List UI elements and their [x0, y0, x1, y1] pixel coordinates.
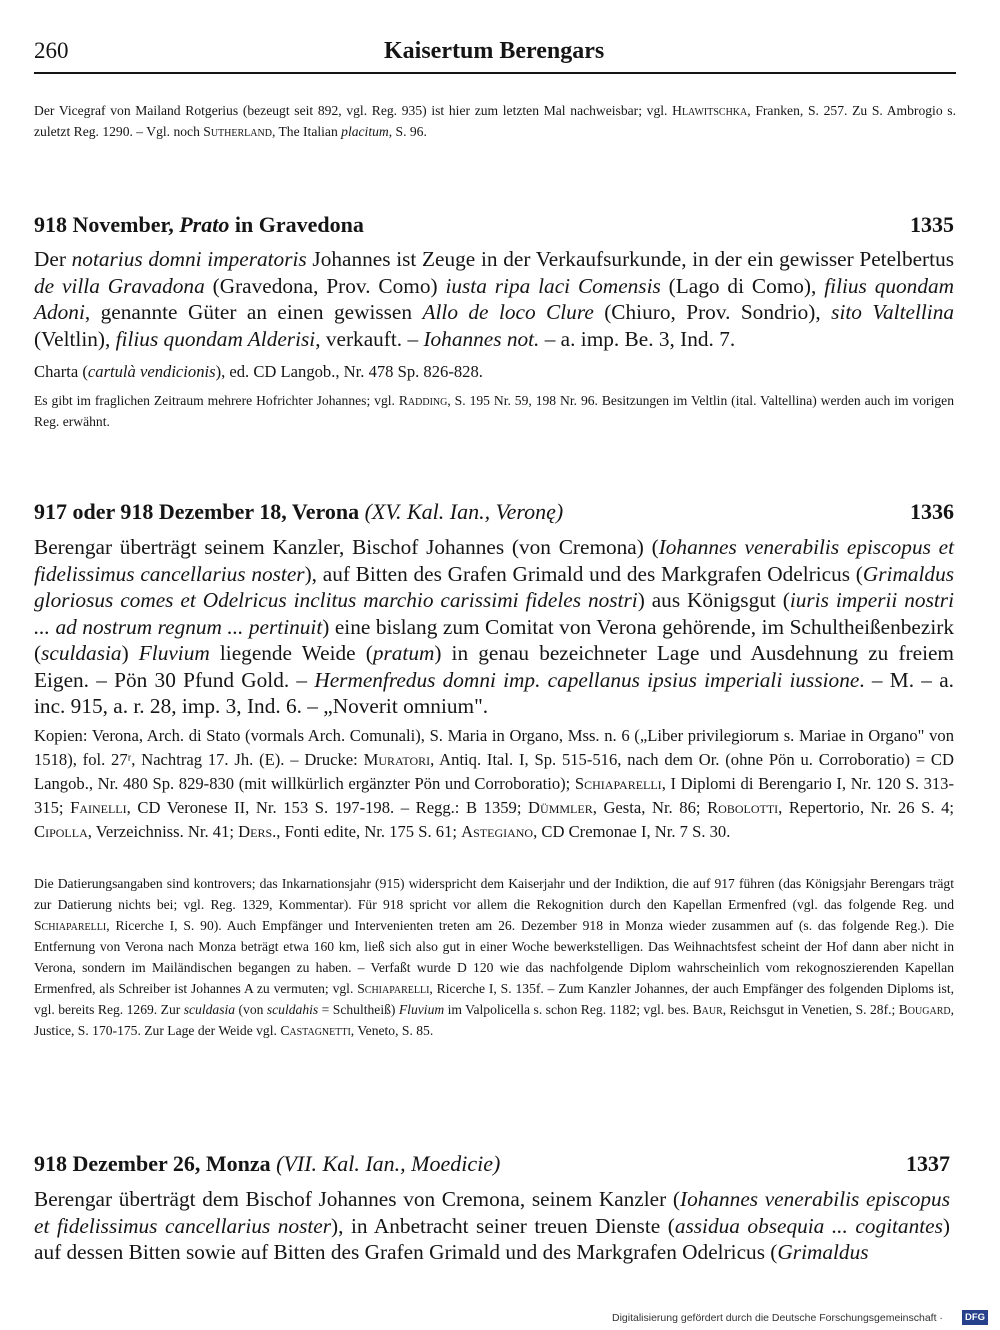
regest-1335-charta: Charta (cartulà vendicionis), ed. CD Langob., Nr. 478 Sp. 826-828.	[34, 362, 483, 381]
regest-number: 1335	[910, 212, 954, 237]
regest-1336-text: Berengar überträgt seinem Kanzler, Bischof Johannes (von Cremona) (Iohannes venerabilis episcopus et fidelissimus cancellarius noster), auf Bitten des Grafen Grimald und des Markgrafen Odelricus (Grimaldus gloriosus comes et Odelricus inclitus marchio carissimi fideles nostri) aus Königsgut (iuris imperii nostri ... ad nostrum regnum ... pertinuit) eine bislang zum Comitat von Verona gehörende, im Schultheißenbezirk (sculdasia) Fluvium liegende Weide (pratum) in genau bezeichneter Lage und Ausdehnung zu freiem Eigen. – Pön 30 Pfund Gold. – Hermenfredus domni imp. capellanus ipsius imperiali iussione. – M. – a. inc. 915, a. r. 28, imp. 3, Ind. 6. – „Noverit omnium".	[34, 535, 955, 718]
regest-1335-note: Es gibt im fraglichen Zeitraum mehrere Hofrichter Johannes; vgl. Radding, S. 195 Nr. 59, 198 Nr. 96. Besitzungen im Veltlin (ital. Valtellina) werden auch im vorigen Reg. erwähnt.	[34, 393, 954, 429]
regest-title: 918 November, Prato in Gravedona	[34, 212, 364, 237]
regest-1335-heading	[34, 212, 954, 242]
page-header	[34, 34, 956, 74]
regest-1337-text: Berengar überträgt dem Bischof Johannes von Cremona, seinem Kanzler (Iohannes venerabilis episcopus et fidelissimus cancellarius noster), in Anbetracht seiner treuen Dienste (assidua obsequia ... cogitantes) auf dessen Bitten sowie auf Bitten des Grafen Grimald und des Markgrafen Odelricus (Grimaldus	[34, 1187, 950, 1264]
regest-number: 1336	[910, 499, 954, 524]
regest-1336-heading	[34, 499, 954, 529]
regest-1336-copies: Kopien: Verona, Arch. di Stato (vormals Arch. Comunali), S. Maria in Organo, Mss. n. 6 („Liber privilegiorum s. Mariae in Organo" von 1518), fol. 27ʳ, Nachtrag 17. Jh. (E). – Drucke: Muratori, Antiq. Ital. I, Sp. 515-516, nach dem Or. (ohne Pön u. Corroboratio) = CD Langob., Nr. 480 Sp. 829-830 (mit willkürlich ergänzter Pön und Corroboratio); Schiaparelli, I Diplomi di Berengario I, Nr. 120 S. 313-315; Fainelli, CD Veronese II, Nr. 153 S. 197-198. – Regg.: B 1359; Dümmler, Gesta, Nr. 86; Robolotti, Repertorio, Nr. 26 S. 4; Cipolla, Verzeichniss. Nr. 41; Ders., Fonti edite, Nr. 175 S. 61; Astegiano, CD Cremonae I, Nr. 7 S. 30.	[34, 726, 954, 841]
previous-entry-note: Der Vicegraf von Mailand Rotgerius (bezeugt seit 892, vgl. Reg. 935) ist hier zum letzten Mal nachweisbar; vgl. Hlawitschka, Franken, S. 257. Zu S. Ambrogio s. zuletzt Reg. 1290. – Vgl. noch Sutherland, The Italian placitum, S. 96.	[34, 103, 956, 139]
regest-number: 1337	[906, 1151, 950, 1176]
running-title: Kaisertum Berengars	[384, 38, 605, 64]
funding-text: Digitalisierung gefördert durch die Deutsche Forschungsgemeinschaft ·	[612, 1312, 943, 1324]
regest-title: 917 oder 918 Dezember 18, Verona (XV. Kal. Ian., Veronę)	[34, 499, 564, 524]
regest-1337-heading	[34, 1151, 950, 1181]
dfg-logo: DFG	[962, 1310, 988, 1325]
page-number: 260	[34, 38, 69, 63]
header-rule	[34, 72, 956, 74]
regest-title: 918 Dezember 26, Monza (VII. Kal. Ian., Moedicie)	[34, 1151, 501, 1176]
funding-footer	[612, 1310, 988, 1326]
regest-1336-note: Die Datierungsangaben sind kontrovers; das Inkarnationsjahr (915) widerspricht dem Kaiserjahr und der Indiktion, die auf 917 führen (das Königsjahr Berengars trägt zur Datierung nichts bei; vgl. Reg. 1329, Kommentar). Für 918 spricht vor allem die Rekognition durch den Kapellan Ermenfred (vgl. das folgende Reg. und Schiaparelli, Ricerche I, S. 90). Auch Empfänger und Intervenienten treten am 26. Dezember 918 in Monza wieder zusammen auf (s. das folgende Reg.). Die Entfernung von Verona nach Monza beträgt etwa 160 km, ließ sich also gut in einer Woche bewerkstelligen. Das Weihnachtsfest scheint der Hof dann aber nicht in Verona, sondern im Mailändischen begangen zu haben. – Verfaßt wurde D 120 wie das nachfolgende Diplom wahrscheinlich vom rekognoszierenden Kapellan Ermenfred, als Schreiber ist Johannes A zu vermuten; vgl. Schiaparelli, Ricerche I, S. 135f. – Zum Kanzler Johannes, der auch Empfänger des folgenden Diploms ist, vgl. bereits Reg. 1269. Zur sculdasia (von sculdahis = Schultheiß) Fluvium im Valpolicella s. schon Reg. 1182; vgl. bes. Baur, Reichsgut in Venetien, S. 28f.; Bougard, Justice, S. 170-175. Zur Lage der Weide vgl. Castagnetti, Veneto, S. 85.	[34, 876, 954, 1038]
regest-1335-text: Der notarius domni imperatoris Johannes ist Zeuge in der Verkaufsurkunde, in der ein gewisser Petelbertus de villa Gravadona (Gravedona, Prov. Como) iusta ripa laci Comensis (Lago di Como), filius quondam Adoni, genannte Güter an einen gewissen Allo de loco Clure (Chiuro, Prov. Sondrio), sito Valtellina (Veltlin), filius quondam Alderisi, verkauft. – Iohannes not. – a. imp. Be. 3, Ind. 7.	[34, 247, 955, 351]
